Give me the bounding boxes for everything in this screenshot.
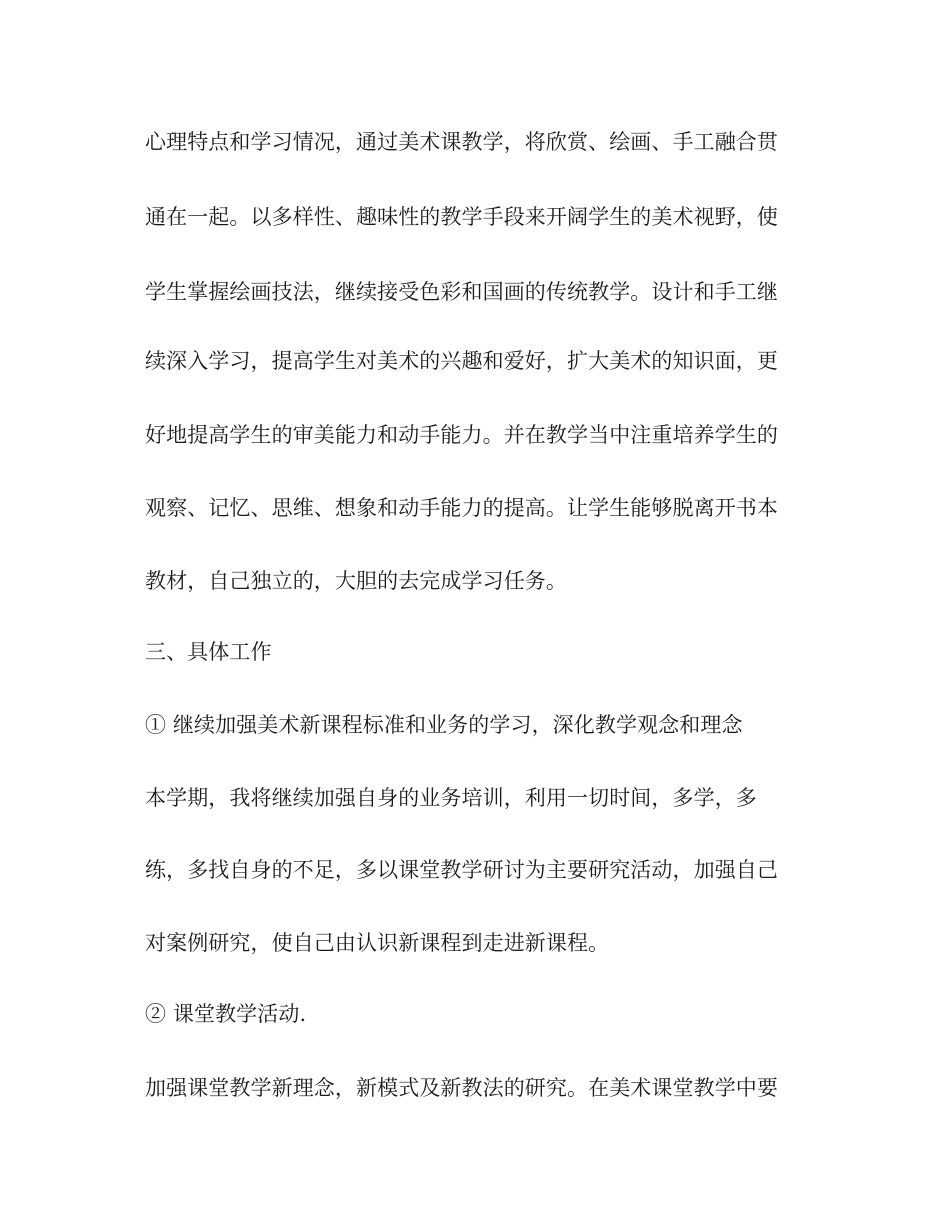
section-heading: 三、具体工作	[145, 640, 272, 664]
subsection-heading: ② 课堂教学活动.	[145, 1002, 307, 1026]
paragraph-line: 通在一起。以多样性、趣味性的教学手段来开阔学生的美术视野，使	[145, 205, 778, 229]
paragraph-line: 学生掌握绘画技法，继续接受色彩和国画的传统教学。设计和手工继	[145, 280, 778, 304]
paragraph-line: 对案例研究，使自己由认识新课程到走进新课程。	[145, 931, 610, 955]
paragraph-line: 好地提高学生的审美能力和动手能力。并在教学当中注重培养学生的	[145, 423, 778, 447]
paragraph-line: 练，多找自身的不足，多以课堂教学研讨为主要研究活动，加强自己	[145, 858, 778, 882]
subsection-heading: ① 继续加强美术新课程标准和业务的学习，深化教学观念和理念	[145, 713, 743, 737]
paragraph-line: 心理特点和学习情况，通过美术课教学，将欣赏、绘画、手工融合贯	[145, 130, 778, 154]
paragraph-line: 本学期，我将继续加强自身的业务培训，利用一切时间，多学，多	[145, 786, 757, 810]
paragraph-line: 教材，自己独立的，大胆的去完成学习任务。	[145, 569, 567, 593]
paragraph-line: 观察、记忆、思维、想象和动手能力的提高。让学生能够脱离开书本	[145, 496, 778, 520]
paragraph-line: 续深入学习，提高学生对美术的兴趣和爱好，扩大美术的知识面，更	[145, 349, 778, 373]
paragraph-line: 加强课堂教学新理念，新模式及新教法的研究。在美术课堂教学中要	[145, 1076, 778, 1100]
